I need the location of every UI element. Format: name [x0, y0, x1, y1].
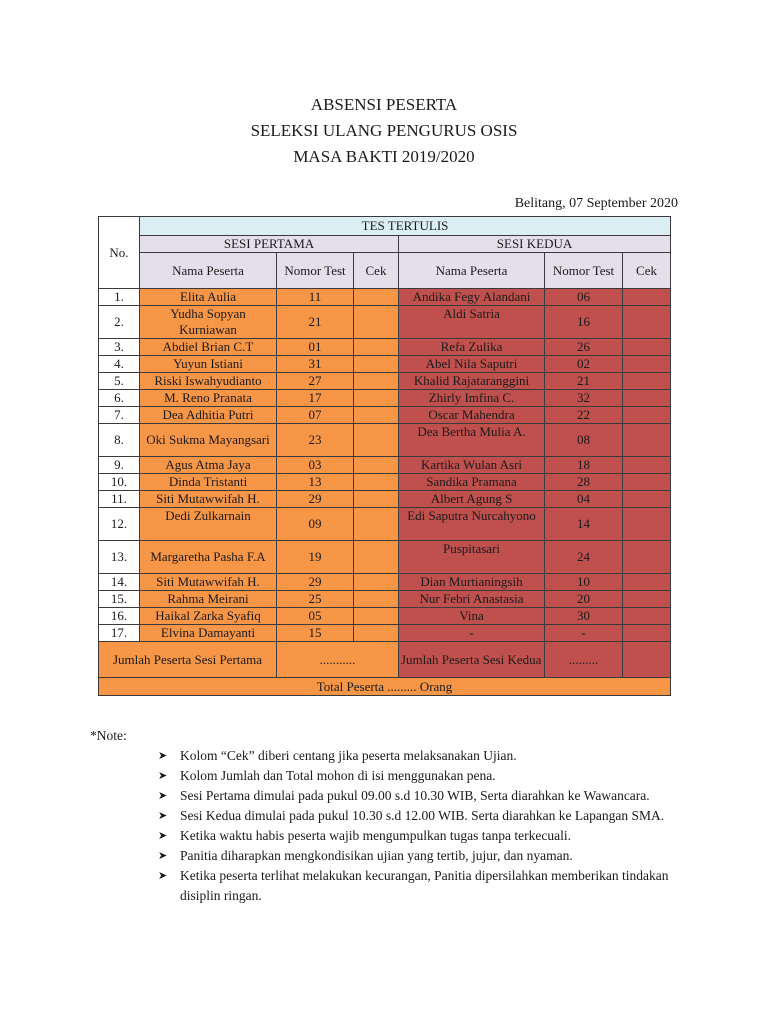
session2-test-number: 26: [545, 339, 623, 356]
session2-test-number: 32: [545, 390, 623, 407]
session1-name: Oki Sukma Mayangsari: [140, 424, 277, 457]
session2-name: Dea Bertha Mulia A.: [399, 424, 545, 457]
session2-check[interactable]: [623, 508, 671, 541]
arrow-bullet-icon: ➤: [158, 849, 168, 862]
title-line-2: SELEKSI ULANG PENGURUS OSIS: [250, 121, 518, 140]
session1-name: Elvina Damayanti: [140, 625, 277, 642]
session2-check[interactable]: [623, 574, 671, 591]
arrow-bullet-icon: ➤: [158, 749, 168, 762]
session1-name: Dedi Zulkarnain: [140, 508, 277, 541]
row-number: 3.: [99, 339, 140, 356]
table-row: [99, 289, 671, 306]
session1-test-number: 03: [277, 457, 354, 474]
note-text: Kolom Jumlah dan Total mohon di isi menggunakan pena.: [180, 768, 496, 783]
table-row: [99, 625, 671, 642]
note-item: [158, 806, 698, 826]
session1-name: Haikal Zarka Syafiq: [140, 608, 277, 625]
row-number: 14.: [99, 574, 140, 591]
document-date: Belitang, 07 September 2020: [514, 196, 678, 211]
session1-test-number: 11: [277, 289, 354, 306]
session1-check[interactable]: [354, 541, 399, 574]
session1-name: Dea Adhitia Putri: [140, 407, 277, 424]
row-number: 10.: [99, 474, 140, 491]
session2-test-number: 30: [545, 608, 623, 625]
session2-name: Andika Fegy Alandani: [399, 289, 545, 306]
session1-name: Riski Iswahyudianto: [140, 373, 277, 390]
header-nama-peserta-1: Nama Peserta: [140, 253, 277, 289]
header-tes-tertulis: TES TERTULIS: [140, 217, 671, 236]
session2-name: Zhirly Imfina C.: [399, 390, 545, 407]
arrow-bullet-icon: ➤: [158, 829, 168, 842]
session1-test-number: 07: [277, 407, 354, 424]
row-number: 4.: [99, 356, 140, 373]
note-item: [158, 826, 698, 846]
session1-name: Margaretha Pasha F.A: [140, 541, 277, 574]
session2-test-number: 28: [545, 474, 623, 491]
session2-test-number: 20: [545, 591, 623, 608]
session2-check[interactable]: [623, 457, 671, 474]
row-number: 2.: [99, 306, 140, 339]
session1-check[interactable]: [354, 625, 399, 642]
sum-sesi-pertama-value[interactable]: ...........: [277, 642, 399, 678]
session1-test-number: 31: [277, 356, 354, 373]
session1-check[interactable]: [354, 407, 399, 424]
row-number: 9.: [99, 457, 140, 474]
session1-check[interactable]: [354, 373, 399, 390]
header-nama-peserta-2: Nama Peserta: [399, 253, 545, 289]
note-label: *Note:: [90, 728, 127, 743]
row-number: 17.: [99, 625, 140, 642]
session1-name: Siti Mutawwifah H.: [140, 491, 277, 508]
session1-test-number: 17: [277, 390, 354, 407]
session1-test-number: 09: [277, 508, 354, 541]
note-text: Ketika peserta terlihat melakukan kecurangan, Panitia dipersilahkan memberikan tindakan disiplin ringan.: [180, 868, 669, 903]
session1-name: Siti Mutawwifah H.: [140, 574, 277, 591]
sum-sesi-kedua-value[interactable]: .........: [545, 642, 623, 678]
session2-name: Dian Murtianingsih: [399, 574, 545, 591]
session1-name: M. Reno Pranata: [140, 390, 277, 407]
session1-check[interactable]: [354, 491, 399, 508]
table-row: [99, 474, 671, 491]
title-line-1: ABSENSI PESERTA: [310, 95, 458, 114]
table-row: [99, 356, 671, 373]
notes-list: [158, 746, 698, 906]
session2-name: Abel Nila Saputri: [399, 356, 545, 373]
table-row: [99, 306, 671, 339]
row-number: 7.: [99, 407, 140, 424]
session1-check[interactable]: [354, 457, 399, 474]
note-text: Sesi Pertama dimulai pada pukul 09.00 s.d 10.30 WIB, Serta diarahkan ke Wawancara.: [180, 788, 650, 803]
header-cek-2: Cek: [623, 253, 671, 289]
sum-sesi-kedua-label: Jumlah Peserta Sesi Kedua: [399, 642, 545, 678]
session1-check[interactable]: [354, 608, 399, 625]
header-sesi-kedua: SESI KEDUA: [399, 236, 671, 253]
arrow-bullet-icon: ➤: [158, 769, 168, 782]
session2-test-number: 10: [545, 574, 623, 591]
session2-name: Oscar Mahendra: [399, 407, 545, 424]
table-row: [99, 574, 671, 591]
session1-check[interactable]: [354, 289, 399, 306]
total-peserta[interactable]: Total Peserta ......... Orang: [99, 678, 671, 696]
session1-test-number: 21: [277, 306, 354, 339]
table-row: [99, 591, 671, 608]
note-item: [158, 846, 698, 866]
session2-name: Kartika Wulan Asri: [399, 457, 545, 474]
row-number: 5.: [99, 373, 140, 390]
session1-name: Agus Atma Jaya: [140, 457, 277, 474]
session1-test-number: 29: [277, 574, 354, 591]
session1-check[interactable]: [354, 574, 399, 591]
session2-check[interactable]: [623, 591, 671, 608]
session1-test-number: 25: [277, 591, 354, 608]
session1-check[interactable]: [354, 356, 399, 373]
session2-test-number: 08: [545, 424, 623, 457]
session2-test-number: 02: [545, 356, 623, 373]
session1-test-number: 13: [277, 474, 354, 491]
note-item: [158, 766, 698, 786]
header-sesi-pertama: SESI PERTAMA: [140, 236, 399, 253]
session1-name: Dinda Tristanti: [140, 474, 277, 491]
session1-check[interactable]: [354, 424, 399, 457]
session1-check[interactable]: [354, 339, 399, 356]
row-number: 11.: [99, 491, 140, 508]
header-nomor-test-2: Nomor Test: [545, 253, 623, 289]
session1-check[interactable]: [354, 474, 399, 491]
session1-test-number: 05: [277, 608, 354, 625]
session1-name: Abdiel Brian C.T: [140, 339, 277, 356]
row-number: 1.: [99, 289, 140, 306]
session2-test-number: 22: [545, 407, 623, 424]
session1-check[interactable]: [354, 306, 399, 339]
session1-test-number: 01: [277, 339, 354, 356]
session2-name: Vina: [399, 608, 545, 625]
table-row: [99, 608, 671, 625]
session2-name: Edi Saputra Nurcahyono: [399, 508, 545, 541]
session2-check[interactable]: [623, 289, 671, 306]
table-row: [99, 457, 671, 474]
session1-test-number: 19: [277, 541, 354, 574]
table-row: [99, 373, 671, 390]
document-title: [0, 92, 768, 170]
row-number: 8.: [99, 424, 140, 457]
session2-name: Albert Agung S: [399, 491, 545, 508]
note-text: Ketika waktu habis peserta wajib mengumpulkan tugas tanpa terkecuali.: [180, 828, 571, 843]
session2-name: Aldi Satria: [399, 306, 545, 339]
session2-name: Sandika Pramana: [399, 474, 545, 491]
arrow-bullet-icon: ➤: [158, 809, 168, 822]
note-text: Sesi Kedua dimulai pada pukul 10.30 s.d 12.00 WIB. Serta diarahkan ke Lapangan SMA.: [180, 808, 665, 823]
table-row: [99, 491, 671, 508]
session2-test-number: 18: [545, 457, 623, 474]
session2-check[interactable]: [623, 306, 671, 339]
row-number: 6.: [99, 390, 140, 407]
session2-test-number: 21: [545, 373, 623, 390]
session2-check[interactable]: [623, 474, 671, 491]
session2-check[interactable]: [623, 407, 671, 424]
note-text: Panitia diharapkan mengkondisikan ujian yang tertib, jujur, dan nyaman.: [180, 848, 573, 863]
session2-test-number: 06: [545, 289, 623, 306]
session1-test-number: 15: [277, 625, 354, 642]
session1-name: Yuyun Istiani: [140, 356, 277, 373]
table-row: [99, 390, 671, 407]
session1-test-number: 29: [277, 491, 354, 508]
session2-test-number: 16: [545, 306, 623, 339]
header-nomor-test-1: Nomor Test: [277, 253, 354, 289]
note-text: Kolom “Cek” diberi centang jika peserta melaksanakan Ujian.: [180, 748, 517, 763]
session1-check[interactable]: [354, 390, 399, 407]
session2-name: Puspitasari: [399, 541, 545, 574]
session2-check[interactable]: [623, 491, 671, 508]
table-row: [99, 407, 671, 424]
table-row: [99, 424, 671, 457]
session1-name: Elita Aulia: [140, 289, 277, 306]
session2-check[interactable]: [623, 625, 671, 642]
session2-check[interactable]: [623, 608, 671, 625]
session2-check[interactable]: [623, 339, 671, 356]
session2-check[interactable]: [623, 373, 671, 390]
note-item: [158, 786, 698, 806]
table-row: [99, 508, 671, 541]
session2-check[interactable]: [623, 541, 671, 574]
sum-sesi-pertama-label: Jumlah Peserta Sesi Pertama: [99, 642, 277, 678]
session2-test-number: 14: [545, 508, 623, 541]
attendance-table: [98, 216, 671, 696]
session2-test-number: 24: [545, 541, 623, 574]
session2-check[interactable]: [623, 356, 671, 373]
session1-test-number: 27: [277, 373, 354, 390]
session2-name: Khalid Rajataranggini: [399, 373, 545, 390]
note-item: [158, 746, 698, 766]
row-number: 12.: [99, 508, 140, 541]
session2-test-number: -: [545, 625, 623, 642]
arrow-bullet-icon: ➤: [158, 789, 168, 802]
session1-test-number: 23: [277, 424, 354, 457]
session2-name: -: [399, 625, 545, 642]
session1-check[interactable]: [354, 591, 399, 608]
session1-name: Rahma Meirani: [140, 591, 277, 608]
header-cek-1: Cek: [354, 253, 399, 289]
header-no: No.: [99, 217, 140, 289]
session2-check[interactable]: [623, 424, 671, 457]
row-number: 15.: [99, 591, 140, 608]
session1-name: Yudha Sopyan Kurniawan: [140, 306, 277, 339]
session2-name: Nur Febri Anastasia: [399, 591, 545, 608]
row-number: 13.: [99, 541, 140, 574]
table-row: [99, 541, 671, 574]
table-row: [99, 339, 671, 356]
row-number: 16.: [99, 608, 140, 625]
session2-test-number: 04: [545, 491, 623, 508]
note-item: [158, 866, 698, 906]
session2-check[interactable]: [623, 390, 671, 407]
session2-name: Refa Zulika: [399, 339, 545, 356]
title-line-3: MASA BAKTI 2019/2020: [293, 147, 475, 166]
sum-sesi-kedua-blank: [623, 642, 671, 678]
arrow-bullet-icon: ➤: [158, 869, 168, 882]
session1-check[interactable]: [354, 508, 399, 541]
